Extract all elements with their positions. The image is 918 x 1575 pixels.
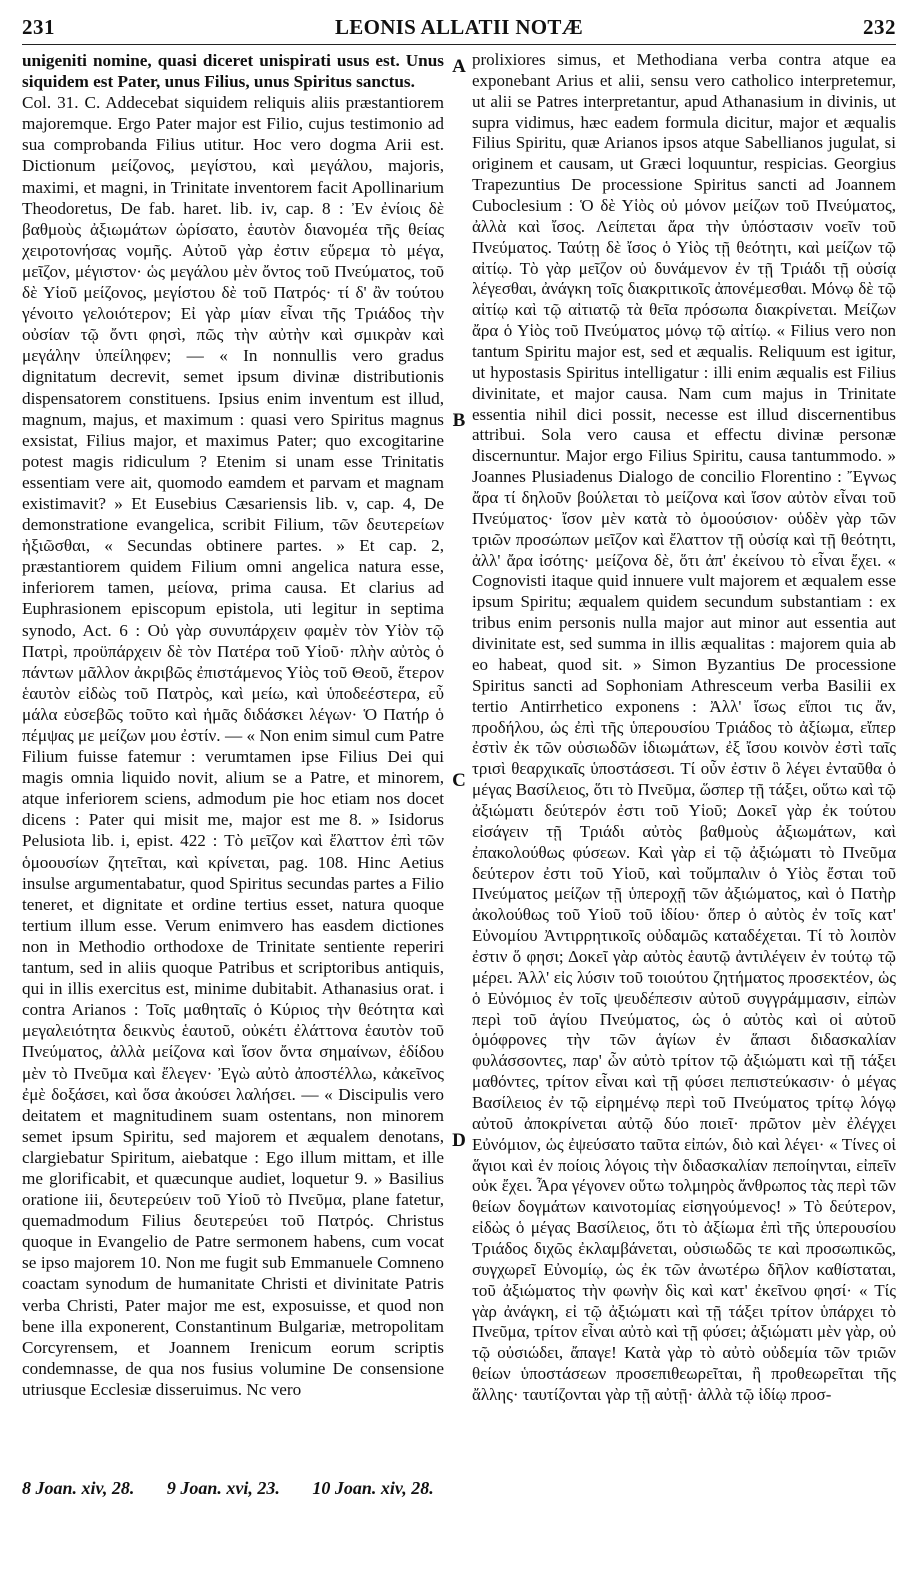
left-column	[22, 50, 444, 1400]
right-paragraph-1: prolixiores simus, et Methodiana verba contra atque ea exponebant Arius et alii, sensu vero catholico interpretemur, ut alii se Patres interpretantur, apud Athanasium in divinis, ut supra vidimus, hæc eadem formula dicitur, major et æqualis Filius Spiritu, quæ Arianos ipsos atque Sabellianos jugulat, si originem et causam, ut Græci loquuntur, respicias. Georgius Trapezuntius De processione Spiritus sancti ad Joannem Cuboclesium : Ὁ δὲ Υἱὸς οὐ μόνον μείζων τοῦ Πνεύματος, ἀλλὰ καὶ ἴσος. Λείπεται ἄρα τὴν ὑπόστασιν νοεῖν τοῦ Πνεύματος. Ταύτῃ δὲ ἴσος ὁ Υἱὸς τῇ θεότητι, καὶ μείζων τῷ αἰτίῳ. Τὸ γὰρ μεῖζον οὐ δυνάμενον ἐν τῇ Τριάδι τῇ οὐσίᾳ λέγεσθαι, ἀνάγκη τοῖς διακριτικοῖς ἀπονέμεσθαι. Μόνῳ δὲ τῷ αἰτίῳ καὶ τῷ αἰτιατῷ τὰ θεῖα πρόσωπα διακρίνεται. Μείζων ἄρα ὁ Υἱὸς τοῦ Πνεύματος μόνῳ τῷ αἰτίῳ. « Filius vero non tantum Spiritu major est, sed et æqualis. Reliquum est igitur, ut hypostasis Spiritus intelligatur : illi enim æqualis est Filius divinitate, et major causa. Nam cum majus in Trinitate essentia nihil dici possit, necesse est illud discernentibus attribui. Sola vero causa et effectu divinæ personæ discernuntur. Major ergo Filius Spiritu, causa tantummodo. » Joannes Plusiadenus Dialogo de concilio Florentino : Ἔγνως ἄρα τί δηλοῦν βούλεται τὸ μείζονα καὶ ἴσον αὐτὸν εἶναι τοῦ Πνεύματος· ἴσον μὲν κατὰ τὸ ὁμοούσιον· οὐδὲν γὰρ τῶν τριῶν προσώπων μεῖζον καὶ ἔλαττον τῇ οὐσίᾳ καὶ τῇ θεότητι, ἀλλ' ἄρα ἰσότης· μείζονα δὲ, ὅτι ἀπ' ἐκείνου τὸ εἶναι ἔχει. « Cognovisti itaque quid innuere vult majorem et æqualem esse ipsum Spiritu; æqualem quidem secundum substantiam : ex tribus enim personis nulla major aut minor aut essentia aut divinitate est, sed summa in illis æqualitas : majorem quia ab eo habeat, quod sit. » Simon Byzantius De processione Spiritus sancti ad Sophoniam Athresceum verba Basilii ex tertio Antirrhetico exponens : Ἀλλ' ἴσως εἴποι τις ἄν, προδήλου, ὡς ἐπὶ τῆς ὑπερουσίου Τριάδος τὸ ἀξίωμα, εἴπερ ἐστὶν ἐκ τῶν οὐσιωδῶν ἰδιωμάτων, ἐξ ἴσου κοινὸν ἐστὶ ταῖς τρισὶ θεαρχικαῖς ὑποστάσεσι. Τί οὖν ἐστιν ὃ λέγει ἐνταῦθα ὁ μέγας Βασίλειος, ὅτι τὸ Πνεῦμα, ὥσπερ τῇ τάξει, οὕτω καὶ τῷ ἀξιώματι δεύτερόν ἐστι τοῦ Υἱοῦ; Δοκεῖ γὰρ ἐκ τούτου εἰσάγειν τῇ Τριάδι αὐτὸς βαθμοὺς ἀξιωμάτων, καὶ ἐπακολούθως φύσεων. Καὶ γὰρ εἰ τῷ ἀξιώματι τὸ Πνεῦμα δεύτερον ἐστι τοῦ Υἱοῦ, καὶ τοὔμπαλιν ὁ Υἱὸς ἔσται τοῦ Πνεύματος μείζων τῇ ὑπεροχῇ τῶν ἀξιώματος, καὶ ὁ Πατὴρ ἀκολούθως τοῦ Υἱοῦ τοῦ ἰδίου· ὅπερ ὁ αὐτὸς ἐν τοῖς κατ' Εὐνομίου Ἀντιρρητικοῖς οὐδαμῶς καταδέχεται. Τί τὸ λοιπὸν ἐστιν ὅ φησι; Δοκεῖ γὰρ αὐτὸς ἑαυτῷ ἀντιλέγειν ἐν τούτῳ τῷ μέρει. Ἀλλ' εἰς λύσιν τοῦ τοιούτου ζητήματος προσεκτέον, ὡς ὁ Εὐνόμιος ἐν τοῖς ψευδέπεσιν αὐτοῦ συγγράμμασιν, εἰπὼν περὶ τοῦ ἁγίου Πνεύματος, ὡς ὁ αὐτὸς καὶ οἱ αὐτοῦ ὁμόφρονες τὴν τῶν ἁγίων ἐν ἅπασι διδασκαλίαν φυλάσσοντες, παρ' ὧν αὐτὸ τρίτον τῷ ἀξιώματι καὶ τῇ τάξει μαθόντες, τρίτον εἶναι καὶ τῇ φύσει πεπιστεύκασιν· ὁ μέγας Βασίλειος ἐν τῷ εἰρημένῳ περὶ τοῦ Πνεύματος τρίτῳ λόγῳ αὐτοῦ ἀποκρίνεται αὐτῷ δύο ποιεῖ· πρῶτον μὲν ἐλέγχει Εὐνόμιον, ὡς ἐψεύσατο ταῦτα εἰπών, διὸ καὶ λέγει· « Τίνες οἱ ἅγιοι καὶ ἐν ποίοις λόγοις τὴν διδασκαλίαν πεποίηνται, εἰπεῖν οὐκ ἔχει. Ἆρα γέγονεν οὕτω τολμηρὸς ἄνθρωπος τὰς περὶ τῶν θείων δογμάτων καινοτομίας εἰσηγούμενος! » Τὸ δεύτερον, εἰδὼς ὁ μέγας Βασίλειος, ὅτι τὸ ἀξίωμα ἐπὶ τῆς ὑπερουσίου Τριάδος διχῶς ἐκλαμβάνεται, οὐσιωδῶς τε καὶ προσωπικῶς, συγχωρεῖ Εὐνομίῳ, ὡς ἐκ τῶν ἀνωτέρω δῆλον καθίσταται, τοῦ ἀξιώματος τὴν φωνὴν δὶς καὶ κατ' ἐκεῖνου φησί· « Τίς γὰρ ἀνάγκη, εἰ τῷ ἀξιώματι καὶ τῇ τάξει τρίτον ὑπάρχει τὸ Πνεῦμα, τρίτον εἶναι αὐτὸ καὶ τῇ φύσει; ἀξιώματι μὲν γὰρ, οὐ τῷ οὐσιώδει, ἄπαγε! Κατὰ γὰρ τὸ αὐτὸ οὐδεμία τῶν τριῶν θείων ὑποστάσεων προσεπιθεωρεῖται, ἢ προθεωρεῖται τῆς ἄλλης· ταυτίζονται γὰρ τῇ αὐτῇ· ἀλλὰ τῷ ἰδίῳ προσ-	[472, 50, 896, 1404]
running-title: LEONIS ALLATII NOTÆ	[334, 14, 584, 39]
footnote-8: 8 Joan. xiv, 28.	[22, 1478, 135, 1498]
left-paragraph-2: Col. 31. C. Addecebat siquidem reliquis aliis præstantiorem majoremque. Ergo Pater major est Filio, cujus testimonio ad sua comprobanda Filius utitur. Hoc vero dogma Arii est. Dictionum μείζονος, μεγίστου, καὶ μεγάλου, majoris, maximi, et magni, in Trinitate inventorem facit Apollinarium Theodoretus, De fab. haret. lib. iv, cap. 8 : Ἐν ἐνίοις δὲ βαθμοὺς ἀξιωμάτων ὡρίσατο, ἑαυτὸν διανομέα τῆς θείας χειροτονήσας νομῆς. Αὐτοῦ γὰρ ἐστιν εὕρεμα τὸ μέγα, μεῖζον, μέγιστον· ὡς μεγάλου μὲν ὄντος τοῦ Πνεύματος, τοῦ δὲ Υἱοῦ μείζονος, μεγίστου δὲ τοῦ Πατρός· τί δ' ἂν τούτου γένοιτο γελοιότερον; Εἰ γὰρ μίαν εἶναι τῆς Τριάδος τὴν οὐσίαν τῷ ὄντι φησὶ, πῶς τὴν αὐτὴν καὶ σμικρὰν καὶ μεγάλην ὑπείληφεν; — « In nonnullis vero gradus dignitatum decrevit, semet ipsum divinæ distributionis dispensatorem constituens. Ipsius enim inventum est illud, magnum, majus, et maximum : quasi vero Spiritus magnus exsistat, Filius major, et maximus Pater; quo excogitarine potest magis ridiculum ? Etenim si unam esse Trinitatis essentiam vere ait, quomodo eamdem et parvam et magnam existimavit? » Et Eusebius Cæsariensis lib. v, cap. 4, De demonstratione evangelica, scribit Filium, τῶν δευτερείων ἠξιῶσθαι, « Secundas obtinere partes. » Et cap. 2, præstantiorem quidem Filium omni angelica natura esse, inferiorem tamen, μείονα, prima causa. Et clarius ad Euphrasionem episcopum epistola, uti legitur in septima synodo, Act. 6 : Οὐ γὰρ συνυπάρχειν φαμὲν τὸν Υἱὸν τῷ Πατρὶ, προϋπάρχειν δὲ τὸν Πατέρα τοῦ Υἱοῦ· πλὴν αὐτὸς ὁ πάντων μᾶλλον ἀκριβῶς ἐπιστάμενος Υἱὸς τοῦ Θεοῦ, ἕτερον ἑαυτὸν εἰδὼς τοῦ Πατρὸς, καὶ μείω, καὶ ὑποδεέστερα, εὖ μάλα εὐσεβῶς τοῦτο καὶ ἡμᾶς διδάσκει λέγων· Ὁ Πατήρ ὁ πέμψας με μείζων μου ἐστίν. — « Non enim simul cum Patre Filium fuisse fatemur : verumtamen ipse Filius Dei qui magis omnia liquido novit, alium se a Patre, et minorem, atque inferiorem sciens, admodum pie hoc etiam nos docet dicens : Pater qui misit me, major est me 8. » Isidorus Pelusiota lib. i, epist. 422 : Τὸ μεῖζον καὶ ἔλαττον ἐπὶ τῶν ὁμοουσίων ζητεῖται, καὶ κρίνεται, pag. 108. Hinc Aetius insulse argumentabatur, quod Spiritus secundas partes a Filio teneret, et dignitate et ordine tertius esset, natura quoque tertium illum esse. Verum enimvero has easdem dictiones non in Methodio orthodoxe de Trinitate sentiente reperiri tantum, sed in aliis quoque Patribus et scriptoribus antiquis, qui in illis exercitus est, minime dubitabit. Athanasius orat. i contra Arianos : Τοῖς μαθηταῖς ὁ Κύριος τὴν θεότητα καὶ μεγαλειότητα δεικνὺς ἑαυτοῦ, οὐκέτι ἐλάττονα ἑαυτὸν τοῦ Πνεύματος, ἀλλὰ μείζονα καὶ ἴσον ὄντα σημαίνων, ἐδίδου μὲν τὸ Πνεῦμα καὶ ἔλεγεν· Ἐγὼ αὐτὸ ἀποστέλλω, κἀκεῖνος ἐμὲ δοξάσει, καὶ ὅσα ἀκούσει λαλήσει. — « Discipulis vero deitatem et magnitudinem suam ostentans, non minorem semet ipsum Spiritu, sed majorem et æqualem denotans, clargiebatur Spiritum, aiebatque : Ego illum mittam, et ille me glorificabit, et quæcunque audiet, loquetur 9. » Basilius oratione iii, δευτερεύειν τοῦ Υἱοῦ τὸ Πνεῦμα, plane fatetur, quemadmodum Filius δευτερεύει τοῦ Πατρός. Christus quoque in Evangelio de Patre sermonem habens, cum vocat se ipso majorem 10. Non me fugit sub Emmanuele Comneno coactam synodum de humanitate Christi et divinitate Patris verba Christi, Pater major me est, exposuisse, et quod non bene illa exponerent, Constantinum Bulgariæ, metropolitam Corcyrensem, et Joannem Irenicum eorum scriptis condemnasse, de qua nos fusius volumine De consensione utriusque Ecclesiæ disseruimus. Nc vero	[22, 93, 444, 1399]
margin-marker-d: D	[452, 1130, 466, 1151]
footnote-9: 9 Joan. xvi, 23.	[166, 1478, 280, 1498]
header-rule	[22, 44, 896, 45]
margin-marker-a: A	[452, 56, 466, 77]
margin-marker-b: B	[452, 410, 466, 431]
page-number-right: 232	[863, 14, 896, 39]
footnotes	[22, 1478, 462, 1499]
page-number-left: 231	[22, 14, 55, 39]
page-header	[22, 12, 896, 42]
right-column	[472, 50, 896, 1406]
left-paragraph-1: unigeniti nomine, quasi diceret unispirati usus est. Unus siquidem est Pater, unus Filius, unus Spiritus sanctus.	[22, 51, 444, 92]
margin-marker-c: C	[452, 770, 466, 791]
footnote-10: 10 Joan. xiv, 28.	[312, 1478, 434, 1498]
